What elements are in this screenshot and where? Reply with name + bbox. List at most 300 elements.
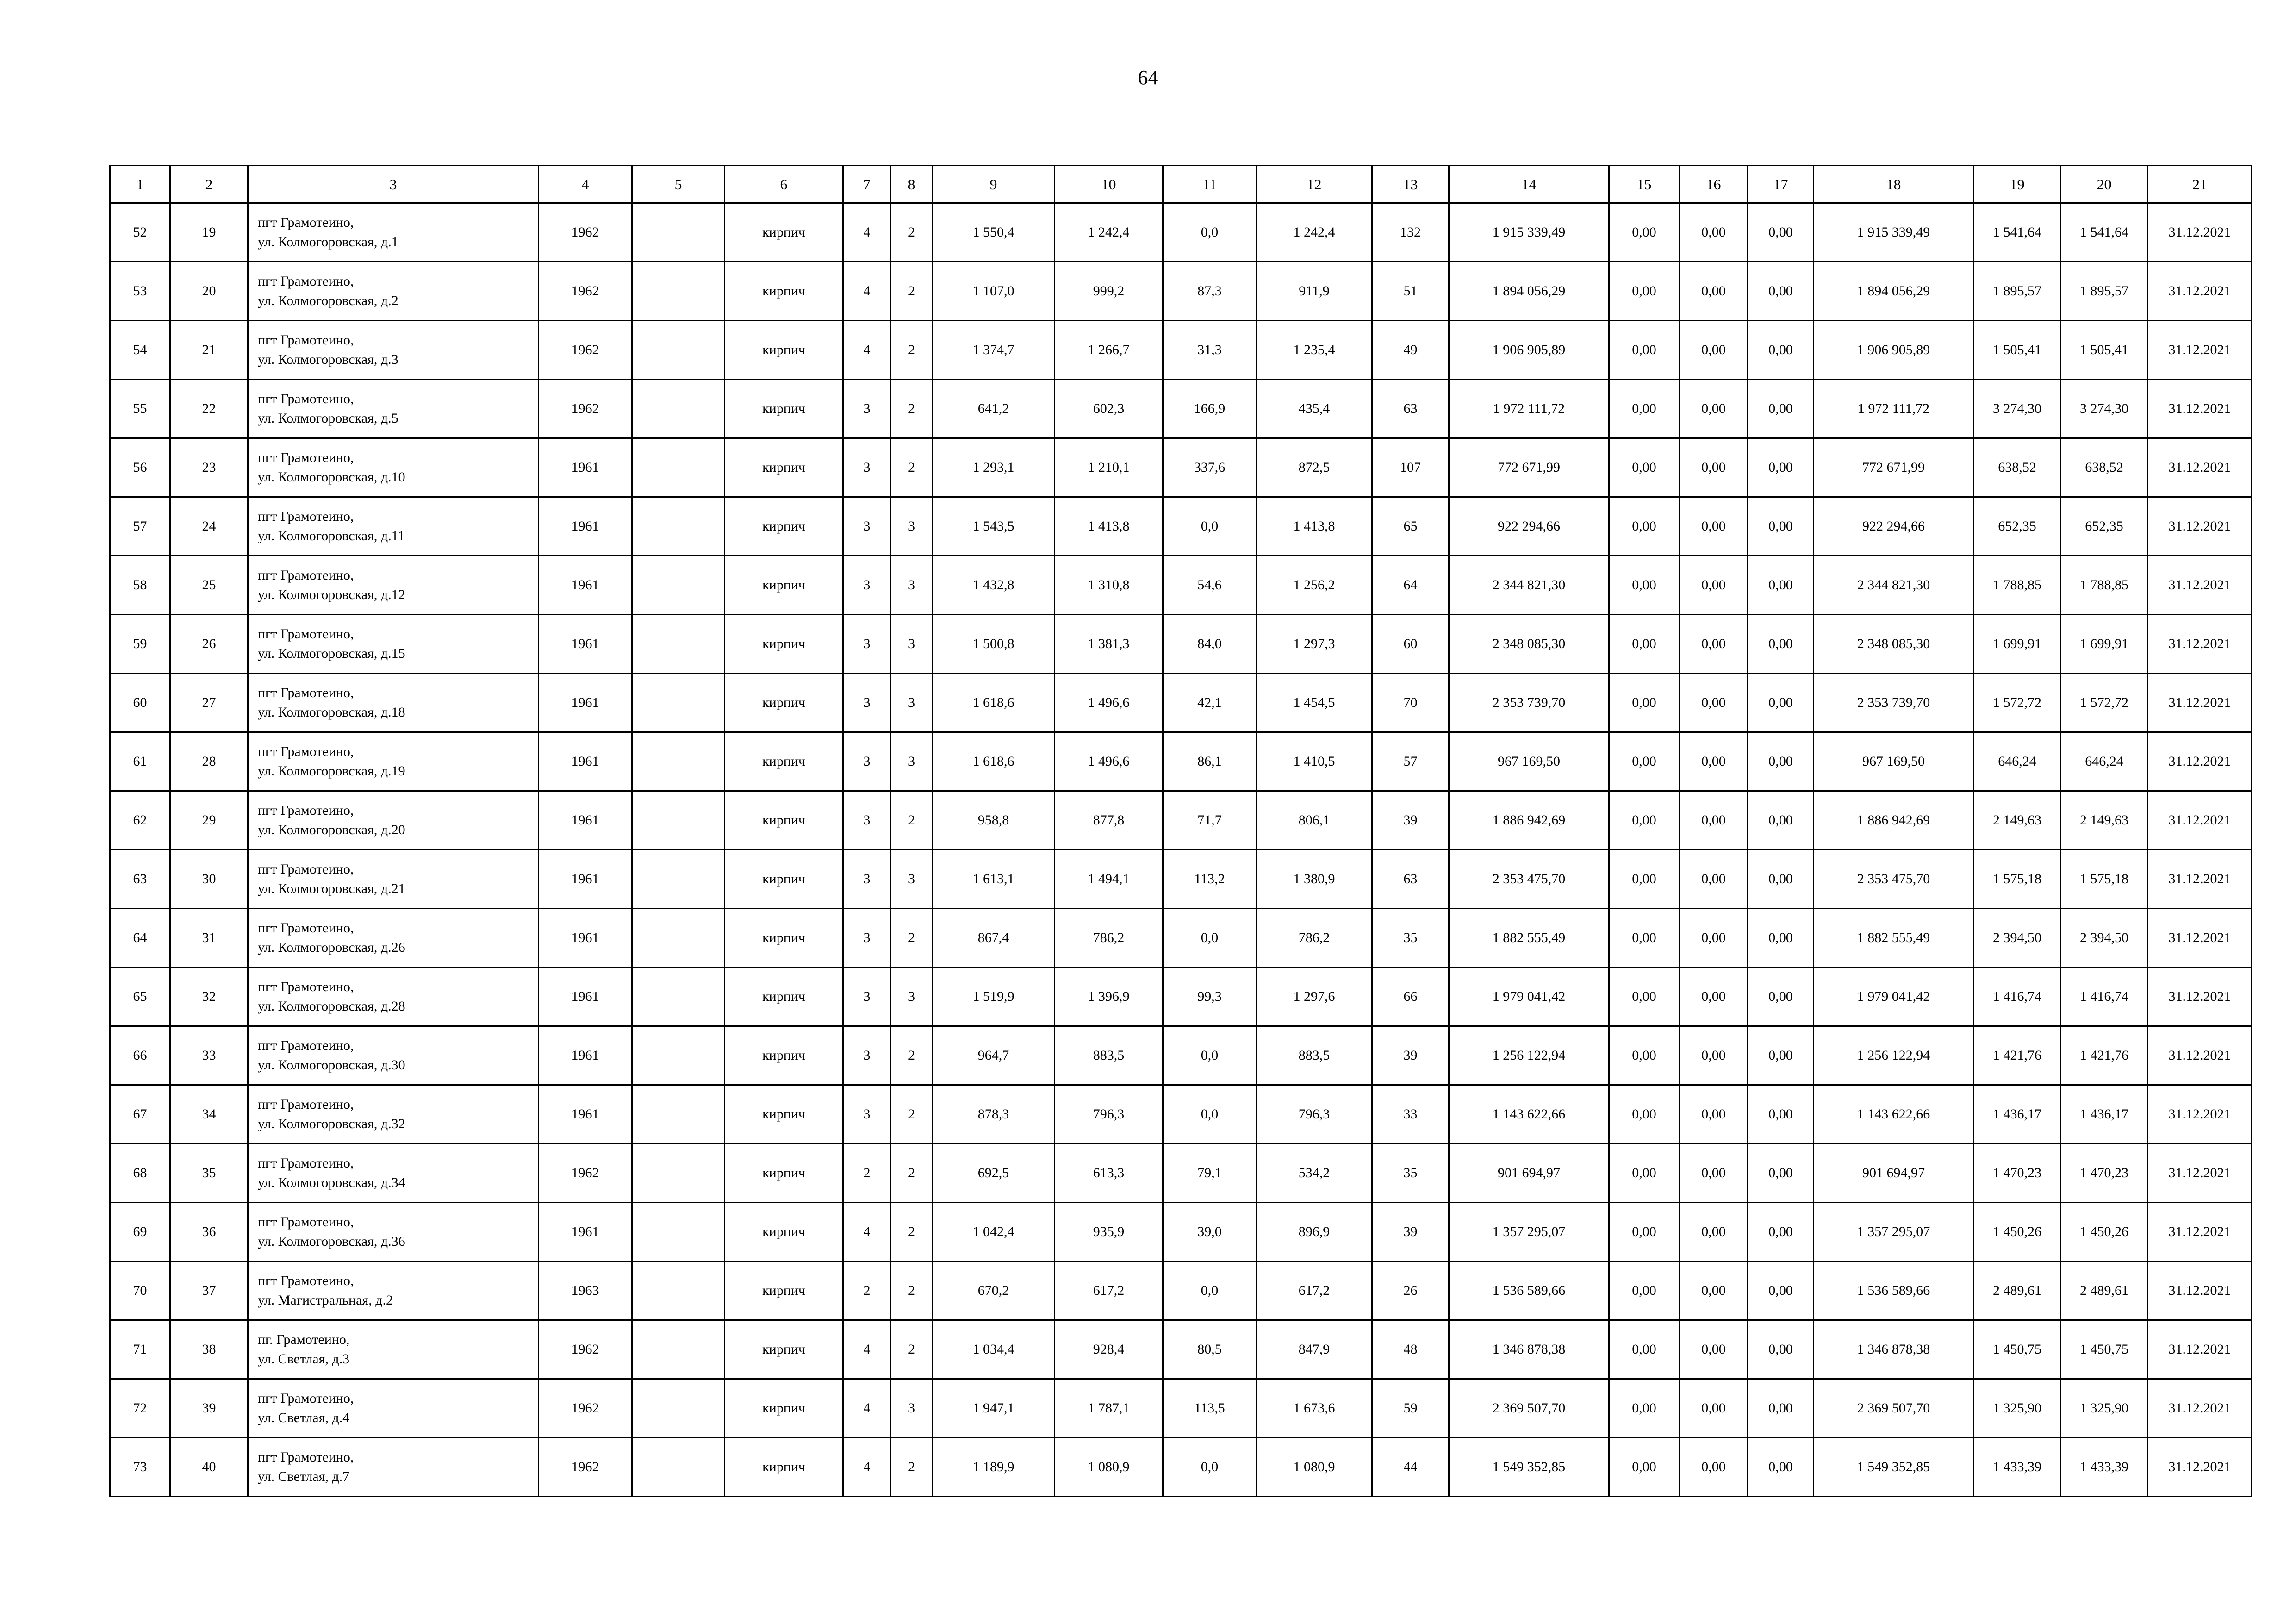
table-cell: 1 972 111,72	[1449, 380, 1609, 438]
table-cell: 1 080,9	[1055, 1438, 1163, 1497]
table-cell: 646,24	[2061, 732, 2148, 791]
table-cell: 35	[1372, 909, 1449, 968]
table-cell: 0,00	[1748, 321, 1814, 380]
table-cell: кирпич	[725, 497, 843, 556]
table-cell: 68	[110, 1144, 170, 1203]
table-cell: 2	[891, 262, 933, 321]
table-cell: 1 242,4	[1055, 203, 1163, 262]
table-cell: 1 496,6	[1055, 732, 1163, 791]
table-cell: 31.12.2021	[2148, 850, 2252, 909]
table-cell	[632, 1144, 725, 1203]
table-cell	[632, 438, 725, 497]
table-cell: 1 293,1	[933, 438, 1055, 497]
table-cell: 4	[843, 203, 891, 262]
table-cell: 0,00	[1748, 850, 1814, 909]
table-cell: 22	[170, 380, 248, 438]
table-cell: 31.12.2021	[2148, 1026, 2252, 1085]
table-cell: 1962	[539, 1144, 632, 1203]
table-cell: 0,00	[1680, 262, 1748, 321]
table-cell: 70	[1372, 674, 1449, 732]
table-cell: 1 381,3	[1055, 615, 1163, 674]
table-cell: 31.12.2021	[2148, 615, 2252, 674]
table-cell: 0,00	[1609, 1026, 1680, 1085]
table-cell	[632, 791, 725, 850]
table-cell: 1 310,8	[1055, 556, 1163, 615]
table-cell	[632, 909, 725, 968]
table-row	[110, 203, 2252, 262]
table-cell: 2 348 085,30	[1814, 615, 1974, 674]
table-cell: 2	[891, 1320, 933, 1379]
address-cell	[248, 1085, 539, 1144]
table-cell: кирпич	[725, 380, 843, 438]
table-cell: 0,00	[1748, 615, 1814, 674]
table-cell: 3	[891, 968, 933, 1026]
table-cell: 0,00	[1680, 321, 1748, 380]
table-cell: 1 470,23	[1974, 1144, 2061, 1203]
address-cell	[248, 791, 539, 850]
table-row	[110, 674, 2252, 732]
header-row	[110, 166, 2252, 203]
table-cell: 1 256 122,94	[1449, 1026, 1609, 1085]
table-cell: 0,00	[1609, 438, 1680, 497]
table-cell: 1 536 589,66	[1814, 1262, 1974, 1320]
table-cell: 1 906 905,89	[1814, 321, 1974, 380]
table-cell: 3	[843, 438, 891, 497]
table-cell: 21	[170, 321, 248, 380]
table-cell: кирпич	[725, 1203, 843, 1262]
table-cell: 1 895,57	[2061, 262, 2148, 321]
table-cell: 1 549 352,85	[1814, 1438, 1974, 1497]
address-cell	[248, 1379, 539, 1438]
table-cell: 67	[110, 1085, 170, 1144]
table-cell: 31.12.2021	[2148, 909, 2252, 968]
table-cell: 2	[891, 1085, 933, 1144]
column-number-cell: 15	[1609, 166, 1680, 203]
table-cell	[632, 262, 725, 321]
table-cell: 772 671,99	[1449, 438, 1609, 497]
page-number: 64	[1138, 66, 1158, 89]
table-cell: кирпич	[725, 1262, 843, 1320]
address-street: ул. Колмогоровская, д.21	[258, 881, 405, 896]
table-cell: 872,5	[1257, 438, 1372, 497]
address-street: ул. Колмогоровская, д.3	[258, 352, 398, 367]
table-cell: 31.12.2021	[2148, 556, 2252, 615]
table-cell: 33	[170, 1026, 248, 1085]
address-street: ул. Колмогоровская, д.5	[258, 411, 398, 426]
address-cell	[248, 1026, 539, 1085]
table-cell: 3	[843, 674, 891, 732]
table-cell: кирпич	[725, 556, 843, 615]
table-cell: 0,00	[1748, 732, 1814, 791]
table-cell: 0,00	[1609, 321, 1680, 380]
table-cell	[632, 1262, 725, 1320]
table-cell: 534,2	[1257, 1144, 1372, 1203]
table-cell: 922 294,66	[1814, 497, 1974, 556]
table-row	[110, 1438, 2252, 1497]
table-cell: кирпич	[725, 1379, 843, 1438]
table-row	[110, 497, 2252, 556]
table-cell: кирпич	[725, 262, 843, 321]
table-cell: 52	[110, 203, 170, 262]
table-cell: 59	[110, 615, 170, 674]
address-locality: пгт Грамотеино,	[258, 332, 354, 348]
table-cell: 3	[891, 732, 933, 791]
table-cell: 0,00	[1748, 1203, 1814, 1262]
table-cell: 34	[170, 1085, 248, 1144]
table-cell: 1 505,41	[1974, 321, 2061, 380]
table-cell: 0,00	[1609, 1203, 1680, 1262]
address-locality: пгт Грамотеино,	[258, 626, 354, 642]
address-locality: пгт Грамотеино,	[258, 685, 354, 700]
table-cell: 1 450,75	[1974, 1320, 2061, 1379]
address-street: ул. Колмогоровская, д.34	[258, 1175, 405, 1190]
address-locality: пгт Грамотеино,	[258, 744, 354, 759]
table-cell: 53	[110, 262, 170, 321]
table-cell: 2	[891, 203, 933, 262]
table-cell: 61	[110, 732, 170, 791]
table-cell: 1 080,9	[1257, 1438, 1372, 1497]
table-cell: 999,2	[1055, 262, 1163, 321]
table-cell: 31.12.2021	[2148, 497, 2252, 556]
address-cell	[248, 909, 539, 968]
table-cell: 2	[891, 1438, 933, 1497]
table-row	[110, 1203, 2252, 1262]
table-cell: 56	[110, 438, 170, 497]
table-cell: 1962	[539, 203, 632, 262]
table-row	[110, 732, 2252, 791]
table-cell: 0,00	[1680, 497, 1748, 556]
table-cell: 35	[170, 1144, 248, 1203]
table-cell: 166,9	[1163, 380, 1257, 438]
table-cell: 26	[1372, 1262, 1449, 1320]
table-cell: 901 694,97	[1449, 1144, 1609, 1203]
table-cell: 1 432,8	[933, 556, 1055, 615]
table-cell: 3	[891, 674, 933, 732]
table-cell: 922 294,66	[1449, 497, 1609, 556]
table-cell: 964,7	[933, 1026, 1055, 1085]
table-cell: 2	[843, 1262, 891, 1320]
table-cell: 1 947,1	[933, 1379, 1055, 1438]
table-cell: 31,3	[1163, 321, 1257, 380]
table-cell: 113,2	[1163, 850, 1257, 909]
table-cell: 31.12.2021	[2148, 674, 2252, 732]
table-cell: 1961	[539, 909, 632, 968]
table-cell: 847,9	[1257, 1320, 1372, 1379]
table-cell: 2 149,63	[2061, 791, 2148, 850]
table-cell: 0,00	[1680, 203, 1748, 262]
address-cell	[248, 203, 539, 262]
table-cell: 0,00	[1748, 556, 1814, 615]
table-cell: 1 543,5	[933, 497, 1055, 556]
table-cell: 0,00	[1748, 791, 1814, 850]
table-cell: 132	[1372, 203, 1449, 262]
table-row	[110, 791, 2252, 850]
table-cell	[632, 1379, 725, 1438]
table-cell: 1 242,4	[1257, 203, 1372, 262]
address-street: ул. Колмогоровская, д.30	[258, 1057, 405, 1073]
table-cell: кирпич	[725, 1026, 843, 1085]
table-cell: 0,00	[1748, 1144, 1814, 1203]
table-cell: 1962	[539, 1379, 632, 1438]
table-cell: 1 380,9	[1257, 850, 1372, 909]
address-street: ул. Колмогоровская, д.26	[258, 940, 405, 955]
table-cell: 39	[1372, 1026, 1449, 1085]
table-cell: 1961	[539, 1085, 632, 1144]
table-cell: 3	[891, 1379, 933, 1438]
table-cell: 1 266,7	[1055, 321, 1163, 380]
table-cell: 0,00	[1748, 380, 1814, 438]
table-cell: 883,5	[1257, 1026, 1372, 1085]
table-cell: 772 671,99	[1814, 438, 1974, 497]
address-cell	[248, 1320, 539, 1379]
table-cell: кирпич	[725, 438, 843, 497]
table-cell: 2 489,61	[1974, 1262, 2061, 1320]
address-locality: пг. Грамотеино,	[258, 1332, 350, 1347]
table-cell: 31.12.2021	[2148, 203, 2252, 262]
table-cell: 0,00	[1748, 262, 1814, 321]
address-locality: пгт Грамотеино,	[258, 215, 354, 230]
table-cell: 617,2	[1055, 1262, 1163, 1320]
table-cell: 652,35	[1974, 497, 2061, 556]
address-locality: пгт Грамотеино,	[258, 1038, 354, 1053]
table-cell: 0,00	[1748, 1085, 1814, 1144]
table-cell: 1 549 352,85	[1449, 1438, 1609, 1497]
address-street: ул. Колмогоровская, д.28	[258, 999, 405, 1014]
table-cell: 0,00	[1609, 1379, 1680, 1438]
table-cell: 4	[843, 321, 891, 380]
table-cell: 2	[843, 1144, 891, 1203]
address-street: ул. Колмогоровская, д.12	[258, 587, 405, 602]
table-cell: 1 915 339,49	[1814, 203, 1974, 262]
housing-register-table	[109, 165, 2252, 1497]
table-cell: 3	[891, 497, 933, 556]
table-cell: 1 357 295,07	[1814, 1203, 1974, 1262]
column-number-cell: 14	[1449, 166, 1609, 203]
table-cell: 0,00	[1680, 1438, 1748, 1497]
table-row	[110, 380, 2252, 438]
table-cell: кирпич	[725, 1438, 843, 1497]
table-cell: 1 618,6	[933, 732, 1055, 791]
table-cell: кирпич	[725, 674, 843, 732]
table-cell: 4	[843, 1203, 891, 1262]
table-cell: 3	[843, 556, 891, 615]
table-cell: 59	[1372, 1379, 1449, 1438]
table-cell: 2	[891, 1026, 933, 1085]
table-cell: 1961	[539, 1026, 632, 1085]
table-cell: 652,35	[2061, 497, 2148, 556]
table-cell: 1 979 041,42	[1449, 968, 1609, 1026]
table-cell: 2	[891, 909, 933, 968]
table-cell: кирпич	[725, 732, 843, 791]
table-cell: 602,3	[1055, 380, 1163, 438]
table-cell: 0,00	[1680, 380, 1748, 438]
table-cell: 79,1	[1163, 1144, 1257, 1203]
address-locality: пгт Грамотеино,	[258, 568, 354, 583]
table-cell: 36	[170, 1203, 248, 1262]
table-cell	[632, 968, 725, 1026]
table-cell: 31.12.2021	[2148, 1262, 2252, 1320]
table-cell: 1962	[539, 321, 632, 380]
table-cell: 796,3	[1257, 1085, 1372, 1144]
table-cell: 2	[891, 380, 933, 438]
table-cell: 3	[891, 850, 933, 909]
table-cell: 31.12.2021	[2148, 1379, 2252, 1438]
column-number-cell: 5	[632, 166, 725, 203]
column-number-cell: 18	[1814, 166, 1974, 203]
table-cell: 0,00	[1680, 791, 1748, 850]
table-cell: 0,00	[1609, 909, 1680, 968]
address-street: ул. Колмогоровская, д.36	[258, 1234, 405, 1249]
address-street: ул. Колмогоровская, д.32	[258, 1116, 405, 1131]
column-number-cell: 13	[1372, 166, 1449, 203]
table-cell: 0,00	[1680, 1262, 1748, 1320]
table-cell: 1 410,5	[1257, 732, 1372, 791]
table-cell: 1 433,39	[1974, 1438, 2061, 1497]
table-cell: 54,6	[1163, 556, 1257, 615]
column-number-cell: 6	[725, 166, 843, 203]
table-cell: 1 505,41	[2061, 321, 2148, 380]
table-cell: 0,00	[1680, 909, 1748, 968]
table-cell: 0,0	[1163, 203, 1257, 262]
address-locality: пгт Грамотеино,	[258, 509, 354, 524]
table-cell: 1961	[539, 438, 632, 497]
table-cell: 0,00	[1609, 732, 1680, 791]
table-cell: 670,2	[933, 1262, 1055, 1320]
table-cell: 1 500,8	[933, 615, 1055, 674]
address-street: ул. Колмогоровская, д.19	[258, 763, 405, 779]
table-cell: кирпич	[725, 1144, 843, 1203]
address-street: ул. Колмогоровская, д.2	[258, 293, 398, 308]
column-number-cell: 21	[2148, 166, 2252, 203]
table-cell: 1 788,85	[1974, 556, 2061, 615]
table-cell: 967 169,50	[1814, 732, 1974, 791]
table-cell: кирпич	[725, 909, 843, 968]
table-cell: 29	[170, 791, 248, 850]
table-cell: 1 788,85	[2061, 556, 2148, 615]
table-cell: 1 346 878,38	[1449, 1320, 1609, 1379]
table-cell: 877,8	[1055, 791, 1163, 850]
table-cell: 72	[110, 1379, 170, 1438]
address-cell	[248, 674, 539, 732]
table-cell: 1 374,7	[933, 321, 1055, 380]
table-cell: 0,00	[1748, 968, 1814, 1026]
table-cell: 2	[891, 321, 933, 380]
table-cell: 1961	[539, 791, 632, 850]
table-cell: 3	[843, 1085, 891, 1144]
table-cell: 0,00	[1748, 674, 1814, 732]
table-cell: 0,00	[1680, 968, 1748, 1026]
column-number-cell: 16	[1680, 166, 1748, 203]
table-cell: 0,00	[1680, 732, 1748, 791]
table-row	[110, 968, 2252, 1026]
table-cell: 2	[891, 1203, 933, 1262]
address-street: ул. Колмогоровская, д.20	[258, 822, 405, 837]
table-row	[110, 1262, 2252, 1320]
table-row	[110, 262, 2252, 321]
table-cell: 99,3	[1163, 968, 1257, 1026]
table-cell: 0,00	[1609, 674, 1680, 732]
address-street: ул. Колмогоровская, д.1	[258, 234, 398, 250]
address-street: ул. Магистральная, д.2	[258, 1293, 393, 1308]
table-cell: 63	[110, 850, 170, 909]
table-body	[110, 166, 2252, 1497]
address-cell	[248, 380, 539, 438]
table-row	[110, 1320, 2252, 1379]
table-cell: 3	[843, 909, 891, 968]
table-cell: 80,5	[1163, 1320, 1257, 1379]
table-cell: 1 235,4	[1257, 321, 1372, 380]
table-cell: 786,2	[1055, 909, 1163, 968]
table-cell: 113,5	[1163, 1379, 1257, 1438]
table-cell: 66	[110, 1026, 170, 1085]
table-cell: 3	[843, 850, 891, 909]
address-cell	[248, 1438, 539, 1497]
table-cell: 1962	[539, 262, 632, 321]
table-cell: 2 369 507,70	[1449, 1379, 1609, 1438]
table-cell: 24	[170, 497, 248, 556]
table-cell: 1 886 942,69	[1449, 791, 1609, 850]
table-cell: 0,00	[1680, 850, 1748, 909]
address-cell	[248, 968, 539, 1026]
table-row	[110, 556, 2252, 615]
table-row	[110, 1085, 2252, 1144]
table-cell: 1962	[539, 1438, 632, 1497]
table-cell: 71,7	[1163, 791, 1257, 850]
table-cell: 0,00	[1609, 262, 1680, 321]
table-cell: 1 143 622,66	[1814, 1085, 1974, 1144]
table-cell: 1 915 339,49	[1449, 203, 1609, 262]
table-cell: 54	[110, 321, 170, 380]
table-cell: 1 906 905,89	[1449, 321, 1609, 380]
address-cell	[248, 497, 539, 556]
table-row	[110, 1026, 2252, 1085]
table-cell: 0,0	[1163, 1262, 1257, 1320]
table-cell: 31.12.2021	[2148, 1144, 2252, 1203]
table-cell: 786,2	[1257, 909, 1372, 968]
address-street: ул. Колмогоровская, д.15	[258, 646, 405, 661]
table-cell: 0,0	[1163, 1085, 1257, 1144]
table-cell: 1 572,72	[1974, 674, 2061, 732]
table-cell: 2 369 507,70	[1814, 1379, 1974, 1438]
table-cell: 1 325,90	[1974, 1379, 2061, 1438]
table-cell	[632, 203, 725, 262]
column-number-cell: 8	[891, 166, 933, 203]
table-cell: 63	[1372, 850, 1449, 909]
address-locality: пгт Грамотеино,	[258, 1097, 354, 1112]
address-cell	[248, 1203, 539, 1262]
table-cell: 38	[170, 1320, 248, 1379]
table-cell: 1 357 295,07	[1449, 1203, 1609, 1262]
table-cell: 70	[110, 1262, 170, 1320]
address-locality: пгт Грамотеино,	[258, 1449, 354, 1465]
table-cell: 1961	[539, 850, 632, 909]
table-cell: 0,00	[1609, 203, 1680, 262]
table-cell: 1 416,74	[1974, 968, 2061, 1026]
table-cell: 1 882 555,49	[1814, 909, 1974, 968]
table-cell: 31.12.2021	[2148, 968, 2252, 1026]
table-cell: 0,00	[1748, 1379, 1814, 1438]
table-cell: 1 519,9	[933, 968, 1055, 1026]
table-cell: 1 894 056,29	[1814, 262, 1974, 321]
table-cell: 0,00	[1748, 1026, 1814, 1085]
column-number-cell: 3	[248, 166, 539, 203]
table-cell: 1 979 041,42	[1814, 968, 1974, 1026]
table-cell: 967 169,50	[1449, 732, 1609, 791]
table-cell: 3	[843, 968, 891, 1026]
table-cell: 3	[843, 615, 891, 674]
table-cell: 3 274,30	[2061, 380, 2148, 438]
address-cell	[248, 1262, 539, 1320]
